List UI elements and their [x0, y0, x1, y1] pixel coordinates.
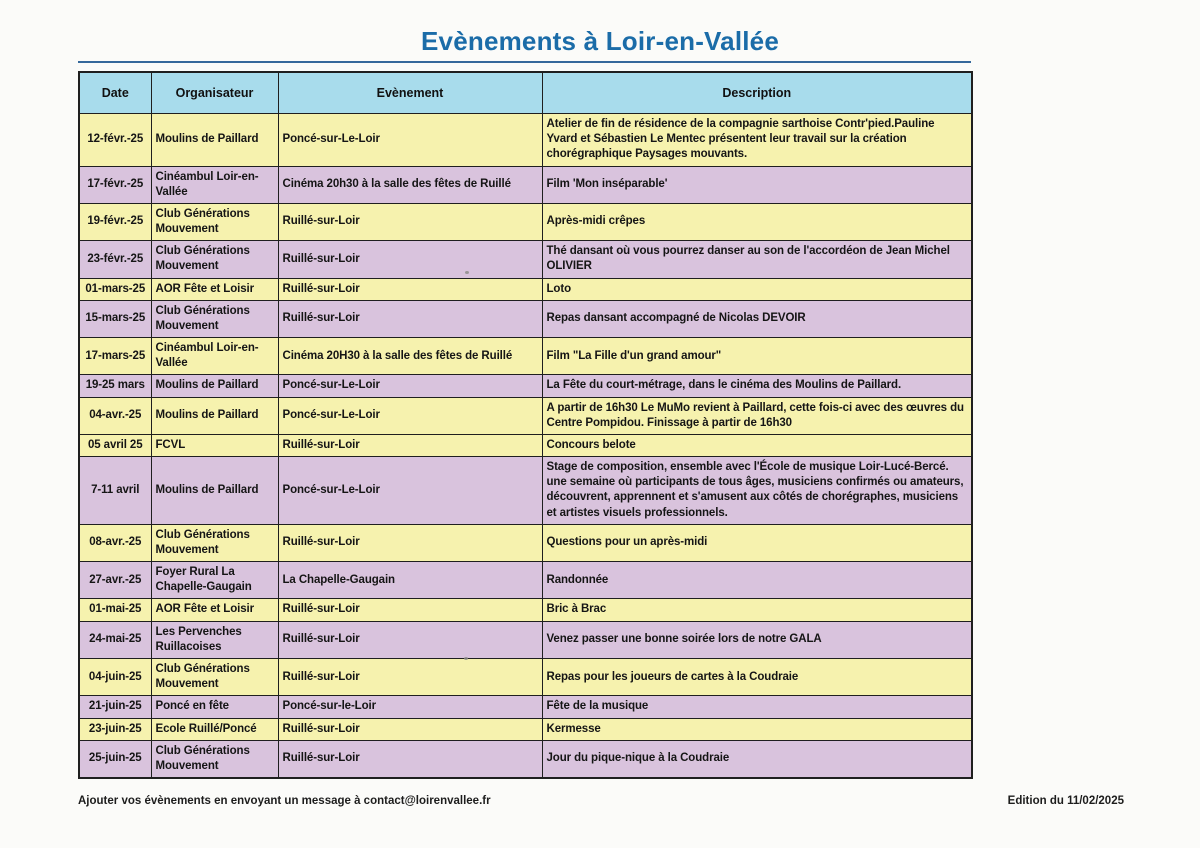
page-title: Evènements à Loir-en-Vallée — [421, 26, 779, 56]
event-date: 17-mars-25 — [79, 338, 151, 375]
table-row — [79, 300, 972, 337]
event-date: 23-juin-25 — [79, 718, 151, 740]
event-organizer: Moulins de Paillard — [151, 375, 278, 397]
event-organizer: Club Générations Mouvement — [151, 524, 278, 561]
event-location: Poncé-sur-Le-Loir — [278, 457, 542, 525]
event-location: Ruillé-sur-Loir — [278, 434, 542, 456]
event-organizer: Ecole Ruillé/Poncé — [151, 718, 278, 740]
table-row — [79, 562, 972, 599]
event-description: Thé dansant où vous pourrez danser au son de l'accordéon de Jean Michel OLIVIER — [542, 241, 972, 278]
event-location: Ruillé-sur-Loir — [278, 203, 542, 240]
event-description: Repas dansant accompagné de Nicolas DEVOIR — [542, 300, 972, 337]
title-underline-rule — [78, 61, 971, 63]
event-date: 05 avril 25 — [79, 434, 151, 456]
event-location: Ruillé-sur-Loir — [278, 740, 542, 778]
event-date: 04-avr.-25 — [79, 397, 151, 434]
event-location: Ruillé-sur-Loir — [278, 718, 542, 740]
event-description: Bric à Brac — [542, 599, 972, 621]
table-row — [79, 338, 972, 375]
event-description: Kermesse — [542, 718, 972, 740]
event-description: Repas pour les joueurs de cartes à la Coudraie — [542, 658, 972, 695]
footer-edition-date: Edition du 11/02/2025 — [1007, 795, 1124, 807]
header-organisateur: Organisateur — [151, 72, 278, 114]
header-date: Date — [79, 72, 151, 114]
table-row — [79, 241, 972, 278]
event-location: Ruillé-sur-Loir — [278, 621, 542, 658]
event-description: Fête de la musique — [542, 696, 972, 718]
event-date: 7-11 avril — [79, 457, 151, 525]
event-date: 08-avr.-25 — [79, 524, 151, 561]
event-date: 23-févr.-25 — [79, 241, 151, 278]
event-description: Questions pour un après-midi — [542, 524, 972, 561]
event-organizer: FCVL — [151, 434, 278, 456]
event-organizer: Club Générations Mouvement — [151, 203, 278, 240]
header-row — [79, 72, 972, 114]
event-date: 21-juin-25 — [79, 696, 151, 718]
event-description: Jour du pique-nique à la Coudraie — [542, 740, 972, 778]
event-location: Ruillé-sur-Loir — [278, 278, 542, 300]
event-location: Cinéma 20H30 à la salle des fêtes de Ruillé — [278, 338, 542, 375]
events-table-header — [79, 72, 972, 114]
event-description: Stage de composition, ensemble avec l'École de musique Loir-Lucé-Bercé. une semaine où participants de tous âges, musiciens confirmés ou amateurs, découvrent, apprennent et s'amusent aux côtés de chorégraphes, musiciens et artistes visuels professionnels. — [542, 457, 972, 525]
event-date: 25-juin-25 — [79, 740, 151, 778]
event-location: Poncé-sur-Le-Loir — [278, 397, 542, 434]
event-description: A partir de 16h30 Le MuMo revient à Paillard, cette fois-ci avec des œuvres du Centre Pompidou. Finissage à partir de 16h30 — [542, 397, 972, 434]
table-row — [79, 696, 972, 718]
events-table-body — [79, 114, 972, 779]
event-organizer: AOR Fête et Loisir — [151, 278, 278, 300]
event-description: Randonnée — [542, 562, 972, 599]
table-row — [79, 278, 972, 300]
footer-contact-note: Ajouter vos évènements en envoyant un message à contact@loirenvallee.fr — [78, 795, 491, 807]
table-row — [79, 397, 972, 434]
event-description: Film "La Fille d'un grand amour" — [542, 338, 972, 375]
event-date: 12-févr.-25 — [79, 114, 151, 167]
table-row — [79, 658, 972, 695]
event-date: 17-févr.-25 — [79, 166, 151, 203]
event-date: 01-mai-25 — [79, 599, 151, 621]
table-row — [79, 718, 972, 740]
events-table — [78, 71, 973, 779]
event-date: 24-mai-25 — [79, 621, 151, 658]
event-organizer: Cinéambul Loir-en-Vallée — [151, 166, 278, 203]
scan-speck — [465, 271, 469, 274]
event-location: La Chapelle-Gaugain — [278, 562, 542, 599]
table-row — [79, 114, 972, 167]
event-organizer: Moulins de Paillard — [151, 114, 278, 167]
event-organizer: Les Pervenches Ruillacoises — [151, 621, 278, 658]
table-row — [79, 375, 972, 397]
event-description: Venez passer une bonne soirée lors de notre GALA — [542, 621, 972, 658]
event-description: Film 'Mon inséparable' — [542, 166, 972, 203]
header-evenement: Evènement — [278, 72, 542, 114]
table-row — [79, 434, 972, 456]
event-location: Ruillé-sur-Loir — [278, 300, 542, 337]
event-date: 15-mars-25 — [79, 300, 151, 337]
event-organizer: Club Générations Mouvement — [151, 740, 278, 778]
table-row — [79, 203, 972, 240]
event-location: Poncé-sur-Le-Loir — [278, 114, 542, 167]
event-organizer: AOR Fête et Loisir — [151, 599, 278, 621]
table-row — [79, 599, 972, 621]
table-row — [79, 740, 972, 778]
event-description: La Fête du court-métrage, dans le cinéma des Moulins de Paillard. — [542, 375, 972, 397]
table-row — [79, 524, 972, 561]
event-location: Poncé-sur-le-Loir — [278, 696, 542, 718]
table-row — [79, 621, 972, 658]
event-date: 04-juin-25 — [79, 658, 151, 695]
event-organizer: Club Générations Mouvement — [151, 300, 278, 337]
event-location: Poncé-sur-Le-Loir — [278, 375, 542, 397]
event-date: 27-avr.-25 — [79, 562, 151, 599]
event-organizer: Club Générations Mouvement — [151, 241, 278, 278]
event-organizer: Cinéambul Loir-en-Vallée — [151, 338, 278, 375]
event-location: Ruillé-sur-Loir — [278, 524, 542, 561]
table-row — [79, 457, 972, 525]
event-location: Ruillé-sur-Loir — [278, 599, 542, 621]
event-location: Cinéma 20h30 à la salle des fêtes de Ruillé — [278, 166, 542, 203]
event-organizer: Foyer Rural La Chapelle-Gaugain — [151, 562, 278, 599]
header-description: Description — [542, 72, 972, 114]
event-description: Loto — [542, 278, 972, 300]
event-organizer: Club Générations Mouvement — [151, 658, 278, 695]
event-location: Ruillé-sur-Loir — [278, 241, 542, 278]
event-description: Atelier de fin de résidence de la compagnie sarthoise Contr'pied.Pauline Yvard et Sébastien Le Mentec présentent leur travail sur la création chorégraphique Paysages mouvants. — [542, 114, 972, 167]
event-date: 19-févr.-25 — [79, 203, 151, 240]
event-date: 19-25 mars — [79, 375, 151, 397]
event-date: 01-mars-25 — [79, 278, 151, 300]
event-description: Après-midi crêpes — [542, 203, 972, 240]
table-row — [79, 166, 972, 203]
event-organizer: Moulins de Paillard — [151, 457, 278, 525]
event-organizer: Poncé en fête — [151, 696, 278, 718]
scan-speck — [464, 657, 468, 660]
event-organizer: Moulins de Paillard — [151, 397, 278, 434]
event-location: Ruillé-sur-Loir — [278, 658, 542, 695]
event-description: Concours belote — [542, 434, 972, 456]
